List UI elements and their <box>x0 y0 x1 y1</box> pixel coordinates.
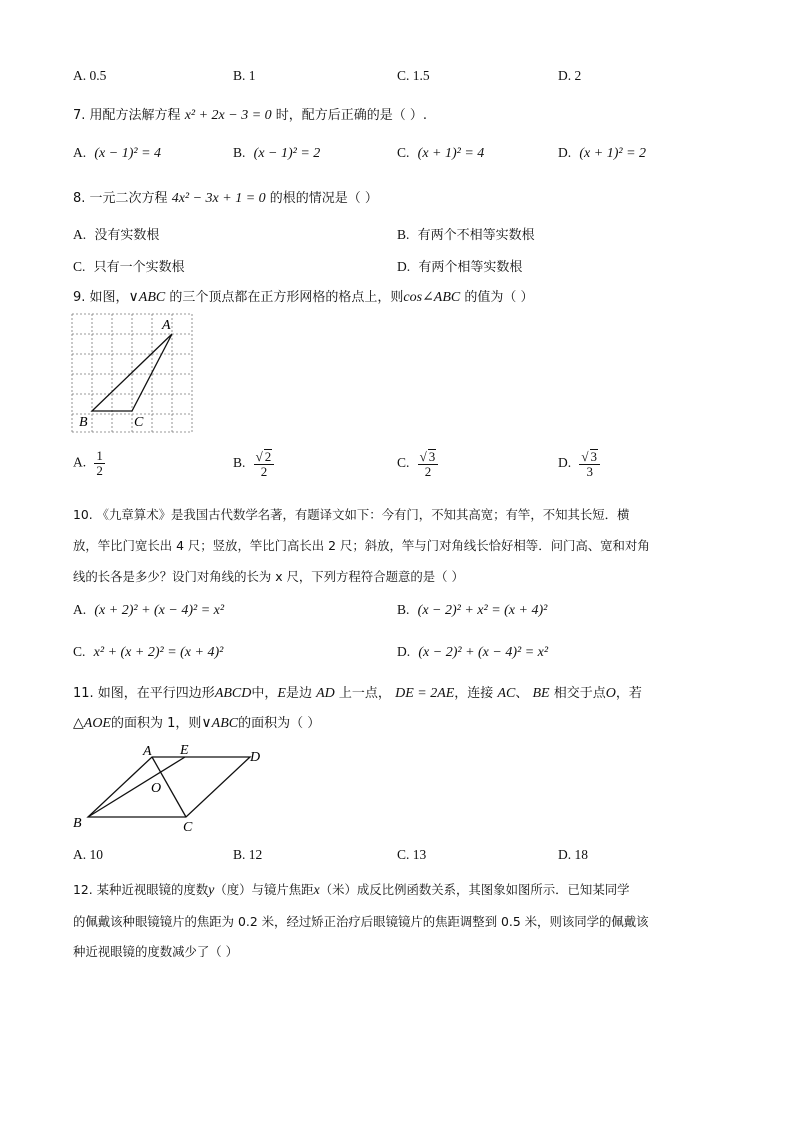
q9-option-c: C. $\frac{√ 3}{2}$ <box>397 449 438 478</box>
q10-line-3: 线的长各是多少？设门对角线的长为 x 尺，下列方程符合题意的是（ ） <box>73 569 464 584</box>
q6-option-c: C. 1.5 <box>397 68 430 83</box>
q11-option-a: A. 10 <box>73 847 103 862</box>
q6-option-a: A. 0.5 <box>73 68 107 83</box>
q10-option-a: A. (x + 2)² + (x − 4)² = x² <box>73 602 225 618</box>
q7-option-c: C. (x + 1)² = 4 <box>397 145 485 161</box>
q11-line-2: △AOE的面积为 1，则∨ABC的面积为（ ） <box>73 716 321 731</box>
q8-option-c: C. 只有一个实数根 <box>73 259 185 275</box>
q8-stem: 8. 一元二次方程 4x² − 3x + 1 = 0 的根的情况是（ ） <box>73 191 378 206</box>
q9-option-a: A. $\frac{1}{2}$ <box>73 448 103 478</box>
q12-line-1: 12. 某种近视眼镜的度数y（度）与镜片焦距x（米）成反比例函数关系，其图象如图所示．已知某同学 <box>73 882 630 898</box>
q11-label-b: B <box>73 816 82 831</box>
q11-option-d: D. 18 <box>558 847 588 862</box>
q8-equation: 4x² − 3x + 1 = 0 <box>171 191 266 206</box>
q9-grid-figure <box>70 312 196 436</box>
q11-label-c: C <box>183 820 193 835</box>
q11-label-o: O <box>151 781 162 796</box>
q9-label-c: C <box>134 415 144 430</box>
q11-label-e: E <box>180 743 189 758</box>
q11-option-c: C. 13 <box>397 847 427 862</box>
q11-line-1: 11. 如图，在平行四边形ABCD中，E是边 AD 上一点， DE = 2AE，连接 AC、 BE 相交于点O，若 <box>73 686 642 701</box>
q11-option-b: B. 12 <box>233 847 263 862</box>
q7-option-d: D. (x + 1)² = 2 <box>558 145 647 161</box>
q9-option-d: D. $\frac{√ 3}{3}$ <box>558 449 600 478</box>
q10-line-1: 10. 《九章算术》是我国古代数学名著，有题译文如下：今有门，不知其高宽；有竿，不知其长短．横 <box>73 507 630 522</box>
q12-line-2: 的佩戴该种眼镜镜片的焦距为 0.2 米，经过矫正治疗后眼镜镜片的焦距调整到 0.5 米，则该同学的佩戴该 <box>73 914 649 929</box>
q10-option-d: D. (x − 2)² + (x − 4)² = x² <box>397 644 549 660</box>
q7-option-b: B. (x − 1)² = 2 <box>233 145 321 161</box>
q9-option-b: B. $\frac{√ 2}{2}$ <box>233 449 274 478</box>
q10-option-b: B. (x − 2)² + x² = (x + 4)² <box>397 602 548 618</box>
q7-stem-prefix: 7. 用配方法解方程 <box>73 108 181 123</box>
q11-label-d: D <box>250 750 261 765</box>
q6-option-b: B. 1 <box>233 68 256 83</box>
q10-option-c: C. x² + (x + 2)² = (x + 4)² <box>73 644 224 660</box>
q10-line-2: 放，竿比门宽长出 4 尺；竖放，竿比门高长出 2 尺；斜放，竿与门对角线长恰好相等．问门高、宽和对角 <box>73 538 650 553</box>
q8-option-a: A. 没有实数根 <box>73 227 160 243</box>
q11-label-a: A <box>143 744 152 759</box>
q6-option-d: D. 2 <box>558 68 582 83</box>
q11-segment-be <box>88 757 185 817</box>
q8-option-b: B. 有两个不相等实数根 <box>397 227 535 243</box>
q11-parallelogram-figure <box>70 742 270 838</box>
q7-equation: x² + 2x − 3 = 0 <box>184 108 272 123</box>
q7-stem-suffix: 时，配方后正确的是（ ）. <box>275 108 428 123</box>
q12-line-3: 种近视眼镜的度数减少了（ ） <box>73 944 239 959</box>
q9-stem: 9. 如图，∨ABC 的三个顶点都在正方形网格的格点上，则cos∠ABC 的值为（ ） <box>73 290 534 305</box>
q9-label-b: B <box>79 415 88 430</box>
q9-label-a: A <box>162 318 171 333</box>
q7-stem <box>73 104 427 124</box>
q8-option-d: D. 有两个相等实数根 <box>397 259 523 275</box>
q7-option-a: A. (x − 1)² = 4 <box>73 145 162 161</box>
